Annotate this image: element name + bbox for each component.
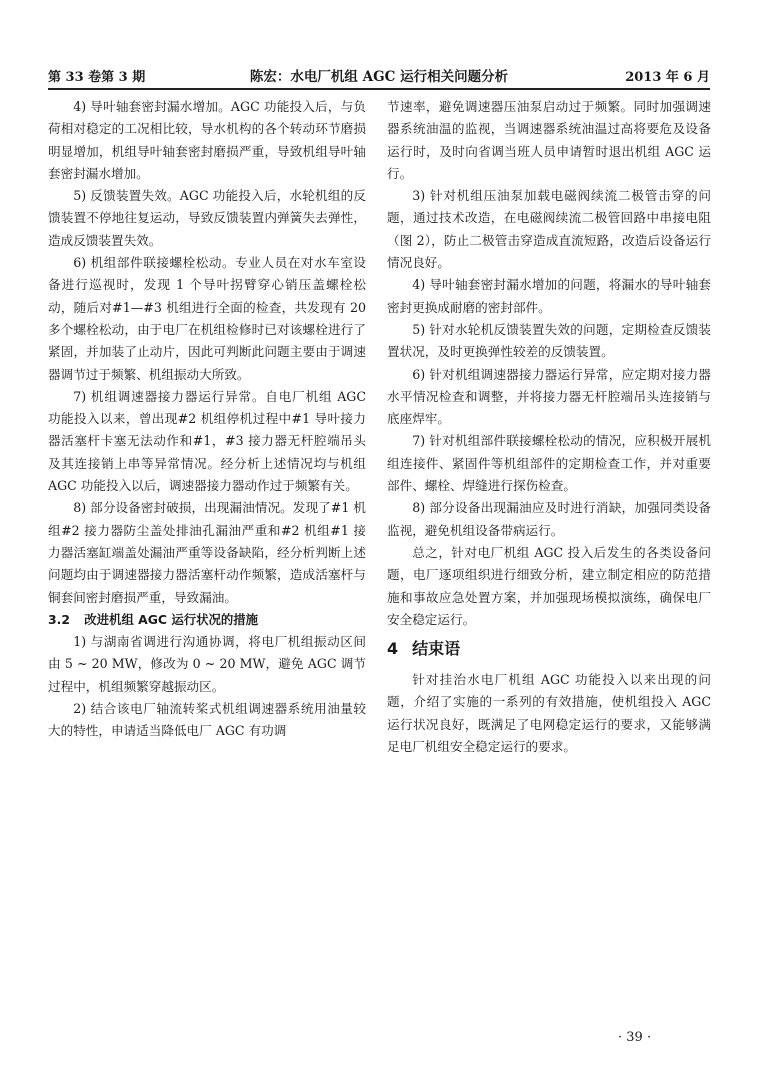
paragraph-continuation: 节速率，避免调速器压油泵启动过于频繁。同时加强调速器系统油温的监视，当调速器系统油温过高将要危及设备运行时，及时向省调当班人员申请暂时退出机组 AGC 运行。 (387, 99, 711, 181)
paragraph: 8) 部分设备出现漏油应及时进行消缺，加强同类设备监视，避免机组设备带病运行。 (387, 500, 711, 538)
section-heading (387, 635, 711, 663)
paragraph: 2) 结合该电厂轴流转桨式机组调速器系统用油量较大的特性，申请适当降低电厂 AGC 有功调 (48, 701, 366, 739)
journal-volume: 第 33 卷第 3 期 (48, 70, 146, 85)
paragraph: 4) 导叶轴套密封漏水增加的问题，将漏水的导叶轴套密封更换成耐磨的密封部件。 (387, 277, 711, 315)
article-title: 陈宏：水电厂机组 AGC 运行相关问题分析 (249, 69, 509, 85)
paragraph: 5) 针对水轮机反馈装置失效的问题，定期检查反馈装置状况，及时更换弹性较差的反馈装置。 (387, 321, 711, 360)
paragraph: 4) 导叶轴套密封漏水增加。AGC 功能投入后，与负荷相对稳定的工况相比较，导水机构的各个转动环节磨损明显增加，机组导叶轴套密封磨损严重，导致机组导叶轴套密封漏水增加。 (48, 99, 366, 181)
section-number: 4 (387, 639, 399, 659)
paragraph: 3) 针对机组压油泵加载电磁阀续流二极管击穿的问题，通过技术改造，在电磁阀续流二极管回路中串接电阻（图 2），防止二极管击穿造成直流短路，改造后设备运行情况良好。 (387, 188, 711, 271)
right-column (387, 96, 711, 758)
subsection-title: 改进机组 AGC 运行状况的措施 (84, 611, 259, 627)
page-number: · 39 · (618, 1030, 652, 1045)
paragraph: 总之，针对电厂机组 AGC 投入后发生的各类设备问题，电厂逐项组织进行细致分析，建立制定相应的防范措施和事故应急处置方案，并加强现场模拟演练，确保电厂安全稳定运行。 (387, 544, 711, 627)
running-header (48, 62, 710, 90)
left-column (48, 96, 366, 743)
paragraph: 7) 针对机组部件联接螺栓松动的情况，应积极开展机组连接件、紧固件等机组部件的定期检查工作，并对重要部件、螺栓、焊缝进行探伤检查。 (387, 433, 711, 494)
paragraph: 6) 针对机组调速器接力器运行异常，应定期对接力器水平情况检查和调整，并将接力器无杆腔端吊头连接销与底座焊牢。 (387, 366, 711, 427)
paragraph: 7) 机组调速器接力器运行异常。自电厂机组 AGC 功能投入以来，曾出现#2 机组停机过程中#1 导叶接力器活塞杆卡塞无法动作和#1，#3 接力器无杆腔端吊头及其连接销上串等异常情况。经分析上述情况均与机组 AGC 功能投入以后，调速器接力器动作过于频繁有关。 (48, 388, 366, 494)
paragraph: 8) 部分设备密封破损，出现漏油情况。发现了#1 机组#2 接力器防尘盖处排油孔漏油严重和#2 机组#1 接力器活塞缸端盖处漏油严重等设备缺陷，经分析判断上述问题均由于调速器接力器活塞杆动作频繁，造成活塞杆与铜套间密封磨损严重，导致漏油。 (48, 500, 366, 605)
issue-date: 2013 年 6 月 (625, 70, 710, 85)
paragraph: 6) 机组部件联接螺栓松动。专业人员在对水车室设备进行巡视时，发现 1 个导叶拐臂穿心销压盖螺栓松动，随后对#1—#3 机组进行全面的检查，共发现有 20 多个螺栓松动，由于电厂在机组检修时已对该螺栓进行了紧固，并加装了止动片，因此可判断此问题主要由于调速器调节过于频繁、机组振动大所致。 (48, 255, 366, 382)
paragraph: 1) 与湖南省调进行沟通协调，将电厂机组振动区间由 5 ~ 20 MW，修改为 0 ~ 20 MW，避免 AGC 调节过程中，机组频繁穿越振动区。 (48, 634, 366, 694)
section-title: 结束语 (412, 639, 461, 659)
subsection-heading (48, 609, 366, 631)
paragraph: 5) 反馈装置失效。AGC 功能投入后，水轮机组的反馈装置不停地往复运动，导致反馈装置内弹簧失去弹性，造成反馈装置失效。 (48, 188, 366, 248)
subsection-number: 3.2 (48, 611, 70, 627)
paragraph: 针对挂治水电厂机组 AGC 功能投入以来出现的问题，介绍了实施的一系列的有效措施，使机组投入 AGC 运行状况良好，既满足了电网稳定运行的要求，又能够满足电厂机组安全稳定运行的要求。 (387, 672, 711, 755)
